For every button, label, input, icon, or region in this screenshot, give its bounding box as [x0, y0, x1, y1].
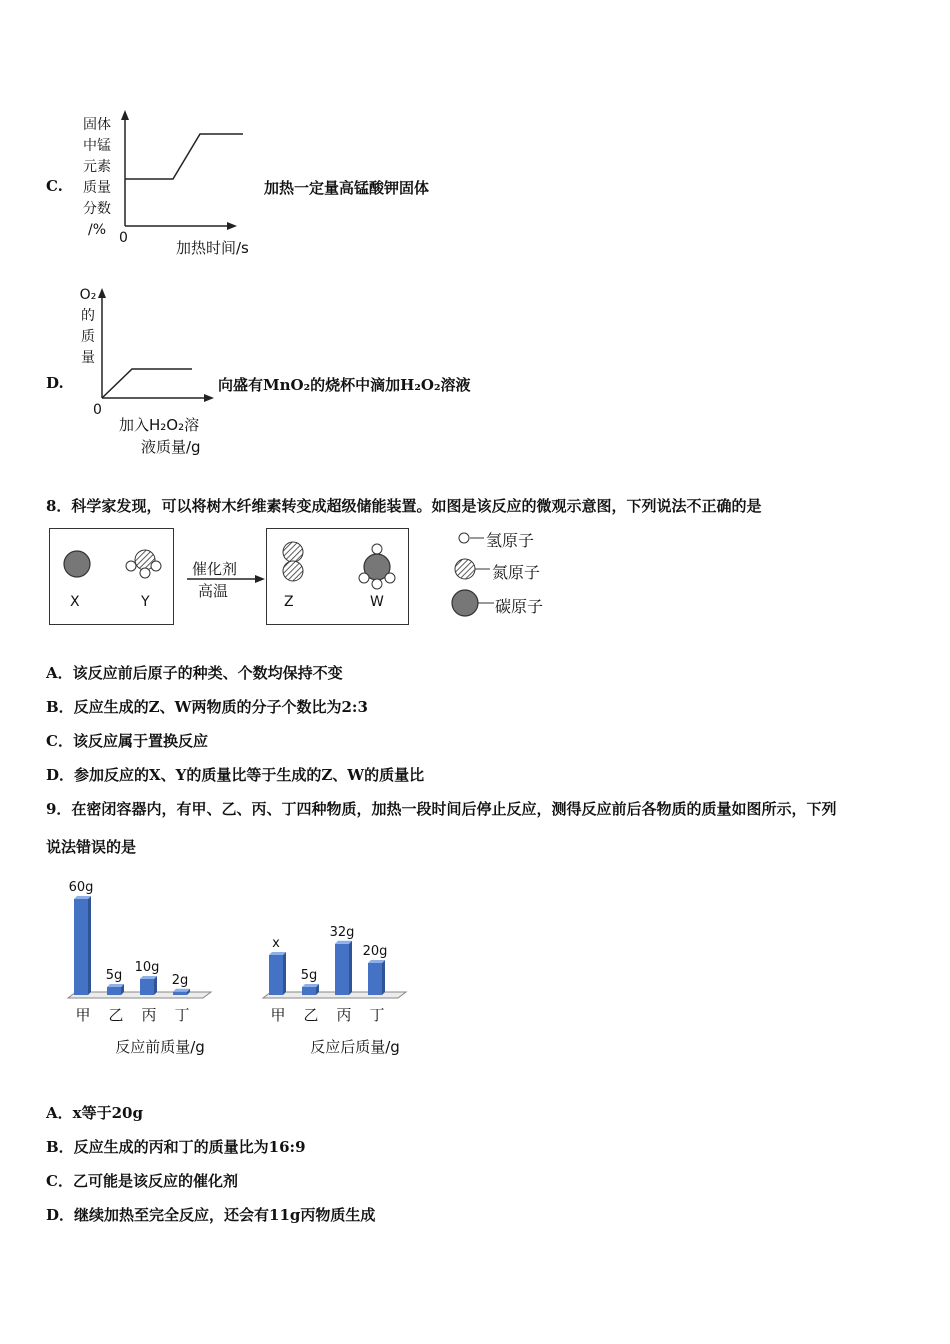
molecule-z-label: Z: [284, 594, 294, 610]
option-d-label: D.: [46, 374, 64, 392]
option-c-ylabel: [77, 115, 117, 241]
category-label: 甲: [75, 1006, 91, 1024]
bar-top: [335, 941, 352, 944]
option-d-graph: [92, 286, 222, 406]
q8-option-b[interactable]: B．反应生成的Z、W两物质的分子个数比为2:3: [46, 698, 368, 716]
carbon-atom-x: [64, 551, 90, 577]
bar-side: [349, 941, 352, 995]
ylabel-line: 中锰: [83, 138, 111, 154]
legend-carbon: 碳原子: [495, 597, 544, 616]
hydrogen-atom: [385, 573, 395, 583]
category-label: 乙: [108, 1006, 124, 1024]
x-axis-arrow: [227, 222, 237, 230]
bar-top: [269, 952, 286, 955]
option-c-xlabel: 加热时间/s: [176, 239, 249, 257]
option-c-origin: 0: [119, 230, 128, 246]
nitrogen-atom-z: [283, 561, 303, 581]
bar: [107, 987, 121, 995]
bar: [368, 963, 382, 995]
option-c-caption: 加热一定量高锰酸钾固体: [264, 179, 430, 197]
ylabel-line: /%: [87, 222, 107, 238]
category-label: 甲: [270, 1006, 286, 1024]
hydrogen-atom: [359, 573, 369, 583]
ylabel-line: 的: [81, 308, 95, 324]
bar-top: [302, 984, 319, 987]
data-label: 5g: [105, 968, 123, 983]
category-label: 丙: [336, 1006, 352, 1024]
legend-hydrogen: 氢原子: [486, 531, 535, 550]
bar-top: [140, 976, 157, 979]
legend-nitrogen: 氮原子: [492, 563, 541, 582]
reaction-condition-temp: 高温: [198, 582, 229, 600]
hydrogen-atom: [140, 568, 150, 578]
bar: [140, 979, 154, 995]
q8-option-c[interactable]: C．该反应属于置换反应: [46, 732, 208, 750]
bar: [173, 992, 187, 995]
ylabel-line: 量: [81, 350, 95, 366]
data-label: 10g: [134, 960, 160, 975]
molecule-x-label: X: [70, 594, 80, 610]
reaction-arrow-icon: [185, 572, 269, 586]
data-label: 5g: [300, 968, 318, 983]
q9-stem-line2: 说法错误的是: [46, 838, 137, 856]
ylabel-line: 质: [81, 329, 95, 345]
carbon-legend-icon: [452, 590, 478, 616]
bar-top: [107, 984, 124, 987]
q8-option-a[interactable]: A．该反应前后原子的种类、个数均保持不变: [46, 664, 343, 682]
curve-line: [125, 134, 243, 179]
ylabel-line: 元素: [83, 159, 111, 175]
molecule-w-label: W: [370, 594, 384, 610]
bar-top: [74, 896, 91, 899]
hydrogen-atom: [372, 544, 382, 554]
option-d-xlabel-2: 液质量/g: [141, 438, 201, 456]
bar-side: [88, 896, 91, 995]
bar: [335, 944, 349, 995]
hydrogen-atom: [372, 579, 382, 589]
bar: [302, 987, 316, 995]
bar-side: [154, 976, 157, 995]
x-axis-arrow: [204, 394, 214, 402]
option-d-xlabel-1: 加入H₂O₂溶: [119, 416, 200, 434]
option-d-origin: 0: [93, 402, 102, 418]
nitrogen-legend-icon: [455, 559, 475, 579]
data-label: 20g: [362, 944, 388, 959]
q9-option-a[interactable]: A．x等于20g: [46, 1104, 143, 1122]
bar-top: [173, 989, 190, 992]
bar-side: [382, 960, 385, 995]
chart-before: [60, 868, 220, 1068]
q8-option-d[interactable]: D．参加反应的X、Y的质量比等于生成的Z、W的质量比: [46, 766, 425, 784]
data-label: 2g: [171, 972, 189, 988]
reactants-molecules: [49, 528, 175, 626]
category-label: 丁: [174, 1006, 190, 1024]
option-c-label: C.: [46, 177, 63, 195]
hydrogen-atom: [151, 561, 161, 571]
bar-top: [368, 960, 385, 963]
q9-stem-line1: 9．在密闭容器内，有甲、乙、丙、丁四种物质，加热一段时间后停止反应，测得反应前后各物质的质量如图所示，下列: [46, 800, 837, 818]
option-c-graph: [115, 108, 245, 238]
q8-stem: 8．科学家发现，可以将树木纤维素转变成超级储能装置。如图是该反应的微观示意图，下列说法不正确的是: [46, 497, 762, 515]
q9-option-b[interactable]: B．反应生成的丙和丁的质量比为16:9: [46, 1138, 306, 1156]
category-label: 丁: [369, 1006, 385, 1024]
ylabel-line: 质量: [83, 180, 111, 196]
data-label: 32g: [329, 924, 355, 940]
ylabel-line: O₂: [79, 287, 97, 303]
category-label: 乙: [303, 1006, 319, 1024]
data-label: x: [272, 936, 280, 951]
y-axis-arrow: [98, 288, 106, 298]
hydrogen-legend-icon: [459, 533, 469, 543]
option-d-caption: 向盛有MnO₂的烧杯中滴加H₂O₂溶液: [218, 376, 471, 394]
molecule-y-label: Y: [141, 594, 150, 610]
nitrogen-atom-z: [283, 542, 303, 562]
bar: [269, 955, 283, 995]
products-molecules: [266, 528, 410, 626]
hydrogen-atom: [126, 561, 136, 571]
q9-option-d[interactable]: D．继续加热至完全反应，还会有11g丙物质生成: [46, 1206, 376, 1224]
bar: [74, 899, 88, 995]
ylabel-line: 固体: [83, 117, 111, 133]
chart-after: [255, 888, 415, 1068]
category-label: 丙: [141, 1006, 157, 1024]
data-label: 60g: [68, 880, 94, 895]
chart-title: 反应前质量/g: [115, 1038, 205, 1056]
bar-side: [283, 952, 286, 995]
ylabel-line: 分数: [83, 201, 111, 217]
curve-line: [102, 369, 192, 398]
reaction-condition-catalyst: 催化剂: [192, 560, 238, 578]
chart-title: 反应后质量/g: [310, 1038, 400, 1056]
q9-option-c[interactable]: C．乙可能是该反应的催化剂: [46, 1172, 238, 1190]
y-axis-arrow: [121, 110, 129, 120]
